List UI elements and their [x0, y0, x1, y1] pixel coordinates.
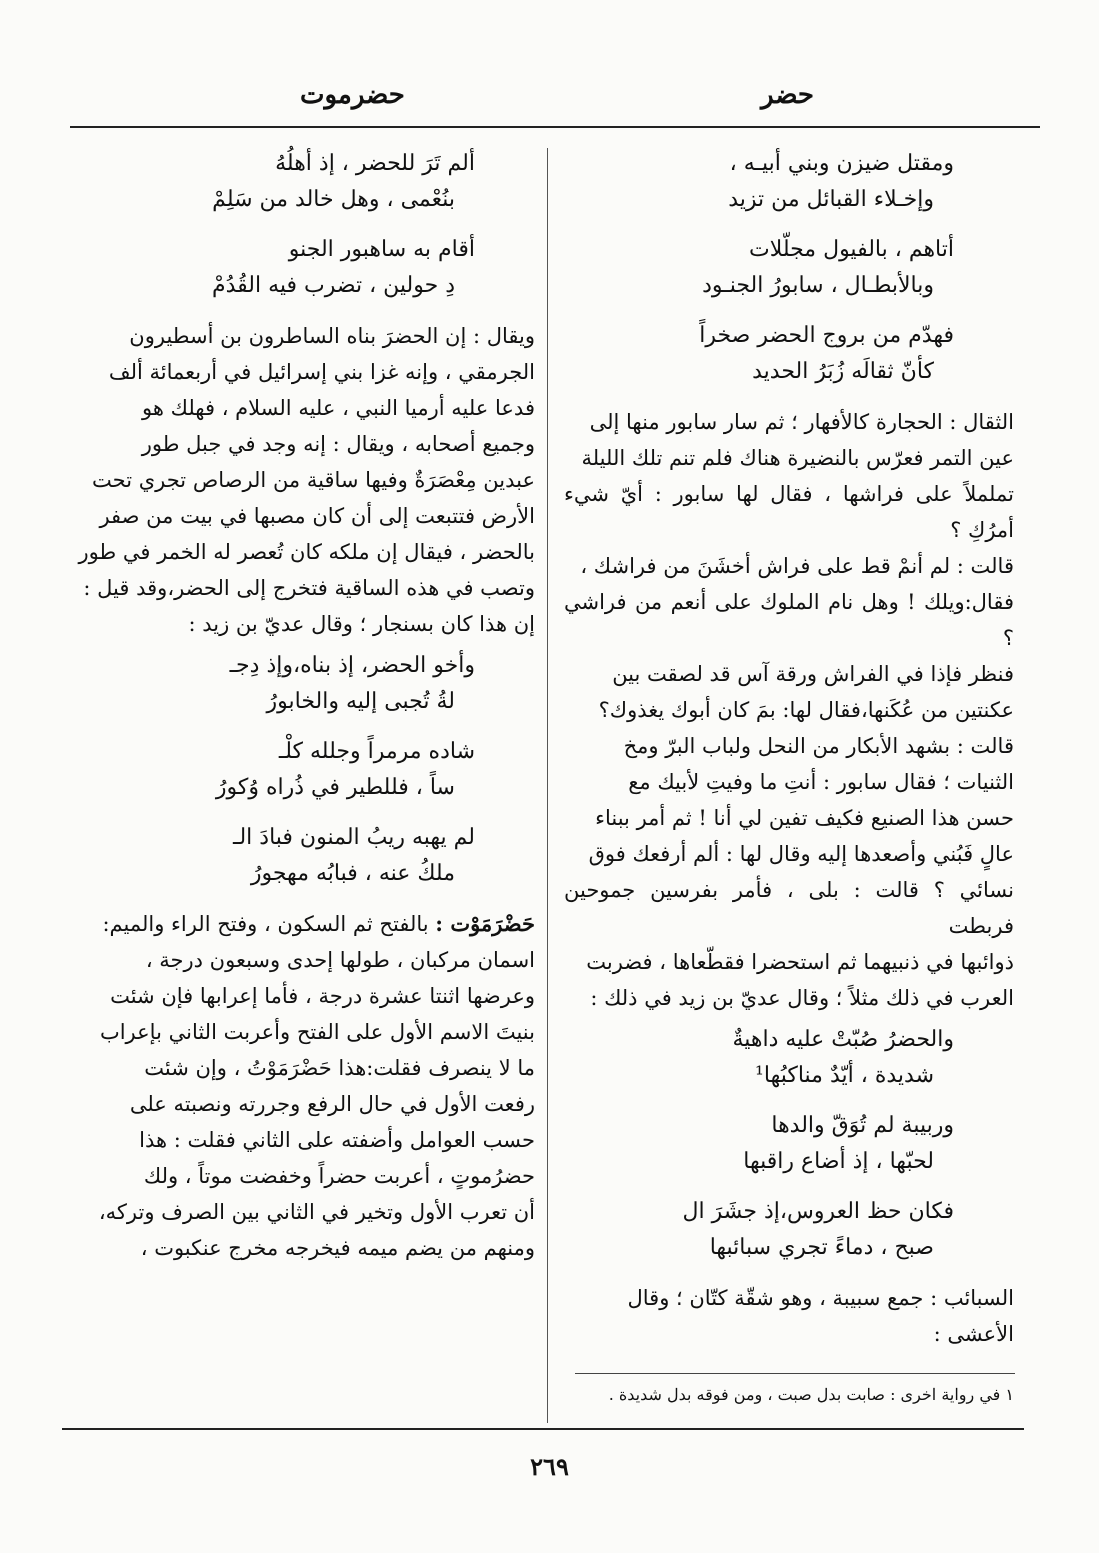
verse-line: وبالأبطـال ، سابورُ الجنـود	[702, 273, 934, 298]
prose-line: قالت : لم أنمْ قط على فراش أخشَنَ من فراشك ،	[580, 554, 1014, 578]
left-verses-2	[75, 648, 535, 892]
verse-line: دِ حولين ، تضرب فيه القُدُمْ	[211, 273, 455, 298]
prose-line: العرب في ذلك مثلاً ؛ وقال عديّ بن زيد في ذلك :	[590, 986, 1014, 1010]
prose-line: نسائي ؟ قالت : بلى ، فأمر بفرسين جموحين فربطت	[564, 878, 1014, 938]
left-verses-1	[75, 146, 535, 304]
prose-line: حسن هذا الصنيع فكيف تفين لي أنا ! ثم أمر ببناء	[595, 806, 1014, 830]
left-prose-2	[75, 942, 535, 1266]
verse-line: لحبّها ، إذ أضاع راقبها	[743, 1149, 934, 1174]
prose-line: السبائب : جمع سبيبة ، وهو شقّة كتّان ؛ وقال	[627, 1286, 1014, 1310]
verse-stanza	[564, 1108, 1014, 1180]
verse-line: شاده مرمراً وجلله كلْـ	[278, 739, 475, 764]
prose-line: فقال:ويلك ! وهل نام الملوك على أنعم من فراشي ؟	[564, 590, 1014, 650]
footnote: ١ في رواية اخرى : صابت بدل صبت ، ومن فوقه بدل شديدة .	[608, 1385, 1014, 1404]
prose-line: بنيتَ الاسم الأول على الفتح وأعربت الثاني بإعراب	[99, 1020, 535, 1044]
prose-line: الثقال : الحجارة كالأفهار ؛ ثم سار سابور منها إلى	[589, 410, 1014, 434]
entry-headword: حَضْرَمَوْت :	[435, 911, 535, 936]
prose-line: بالحضر ، فيقال إن ملكه كان تُعصر له الخمر في طور	[78, 540, 535, 564]
verse-stanza	[75, 734, 535, 806]
verse-stanza	[75, 232, 535, 304]
prose-line: الأرض فتتبعت إلى أن كان مصبها في بيت من صفر	[99, 504, 535, 528]
prose-line: عكنتين من عُكَنها،فقال لها: بمَ كان أبوك يغذوك؟	[598, 698, 1014, 722]
prose-line: فدعا عليه أرميا النبي ، عليه السلام ، فهلك هو	[142, 396, 535, 420]
verse-line: أتاهم ، بالفيول مجلّلات	[748, 237, 954, 262]
prose-line: الثنيات ؛ فقال سابور : أنتِ ما وفيتِ لأبيك مع	[628, 770, 1014, 794]
prose-line: بالفتح ثم السكون ، وفتح الراء والميم:	[102, 912, 429, 936]
prose-line: الأعشى :	[933, 1322, 1014, 1346]
prose-line: رفعت الأول في حال الرفع وجررته ونصبته على	[129, 1092, 535, 1116]
verse-stanza	[75, 820, 535, 892]
prose-line: الجرمقي ، وإنه غزا بني إسرائيل في أربعمائة ألف	[108, 360, 535, 384]
prose-line: وتصب في هذه الساقية فتخرج إلى الحضر،وقد قيل :	[83, 576, 535, 600]
right-prose-1	[564, 404, 1014, 1016]
prose-line: أن تعرب الأول وتخير في الثاني بين الصرف وتركه،	[98, 1200, 535, 1224]
prose-line: وجميع أصحابه ، ويقال : إنه وجد في جبل طور	[141, 432, 535, 456]
verse-line: لةُ تُجبى إليه والخابورُ	[266, 689, 455, 714]
left-column	[75, 140, 535, 1266]
left-prose-1	[75, 318, 535, 642]
verse-stanza	[564, 232, 1014, 304]
prose-line: فنظر فإذا في الفراش ورقة آس قد لصقت بين	[612, 662, 1014, 686]
verse-line: صبح ، دماءً تجري سبائبها	[709, 1235, 934, 1260]
verse-line: فهدّم من بروج الحضر صخراً	[699, 323, 954, 348]
verse-stanza	[75, 648, 535, 720]
left-prose-2-wrap	[75, 906, 535, 1266]
right-prose-2	[564, 1280, 1014, 1352]
prose-line: ذوائبها في ذنبيهما ثم استحضرا فقطّعاها ، فضربت	[586, 950, 1014, 974]
verse-line: لم يهبه ريبُ المنون فبادَ الـ	[233, 825, 475, 850]
prose-line: قالت : بشهد الأبكار من النحل ولباب البرّ ومخ	[623, 734, 1014, 758]
right-verses-2	[564, 1022, 1014, 1266]
verse-line: وربيبة لم تُوَقّ والدها	[771, 1113, 954, 1138]
prose-line: عين التمر فعرّس بالنضيرة هناك فلم تنم تلك الليلة	[581, 446, 1014, 470]
verse-line: بنُعْمى ، وهل خالد من سَلِمْ	[212, 187, 455, 212]
running-header-right: حضر	[761, 80, 814, 110]
verse-stanza	[75, 146, 535, 218]
verse-line: كأنّ ثقالَه زُبَرُ الحديد	[752, 359, 934, 384]
verse-stanza	[564, 146, 1014, 218]
verse-stanza	[564, 1194, 1014, 1266]
prose-line: اسمان مركبان ، طولها إحدى وسبعون درجة ،	[145, 948, 535, 972]
prose-line: ويقال : إن الحضرَ بناه الساطرون بن أسطيرون	[129, 324, 535, 348]
right-verses-1	[564, 146, 1014, 390]
verse-stanza	[564, 1022, 1014, 1094]
page-number: ٢٦٩	[530, 1452, 569, 1481]
prose-line: عالٍ فَبُني وأصعدها إليه وقال لها : ألم أرفعك فوق	[588, 842, 1014, 866]
running-header-left: حضرموت	[300, 80, 405, 110]
verse-line: والحضرُ صُبّتْ عليه داهيةٌ	[732, 1027, 954, 1052]
prose-line: ومنهم من يضم ميمه فيخرجه مخرج عنكبوت ،	[140, 1236, 535, 1260]
entry-line	[75, 906, 535, 942]
prose-line: حضرُموتٍ ، أعربت حضراً وخفضت موتاً ، ولك	[143, 1164, 535, 1188]
right-column	[564, 140, 1014, 1352]
verse-line: ألم تَرَ للحضر ، إذ أهلُهُ	[275, 151, 475, 176]
verse-line: وإخـلاء القبائل من تزيد	[728, 187, 934, 212]
verse-stanza	[564, 318, 1014, 390]
prose-line: تململاً على فراشها ، فقال لها سابور : أيّ شيء أمرُكِ ؟	[564, 482, 1014, 542]
verse-line: أقام به ساهبور الجنو	[288, 237, 475, 262]
verse-line: فكان حظ العروس،إذ جشَرَ ال	[682, 1199, 954, 1224]
verse-line: شديدة ، أيّدٌ مناكبُها¹	[755, 1063, 934, 1088]
footnote-rule	[575, 1373, 1015, 1374]
prose-line: إن هذا كان بسنجار ؛ وقال عديّ بن زيد :	[188, 612, 535, 636]
prose-line: ما لا ينصرف فقلت:هذا حَضْرَمَوْتُ ، وإن شئت	[144, 1056, 535, 1080]
prose-line: عبدين مِعْصَرَةٌ وفيها ساقية من الرصاص تجري تحت	[92, 468, 535, 492]
verse-line: ومقتل ضيزن وبني أبيـه ،	[729, 151, 954, 176]
prose-line: وعرضها اثنتا عشرة درجة ، فأما إعرابها فإن شئت	[110, 984, 535, 1008]
prose-line: حسب العوامل وأضفته على الثاني فقلت : هذا	[139, 1128, 535, 1152]
footer-rule	[62, 1428, 1024, 1430]
verse-line: ساً ، فللطير في ذُراه وُكورُ	[215, 775, 455, 800]
column-divider	[547, 148, 548, 1423]
verse-line: ملكُ عنه ، فبابُه مهجورُ	[250, 861, 455, 886]
header-rule	[70, 126, 1040, 128]
verse-line: وأخو الحضر، إذ بناه،وإذ دِجـ	[229, 653, 475, 678]
